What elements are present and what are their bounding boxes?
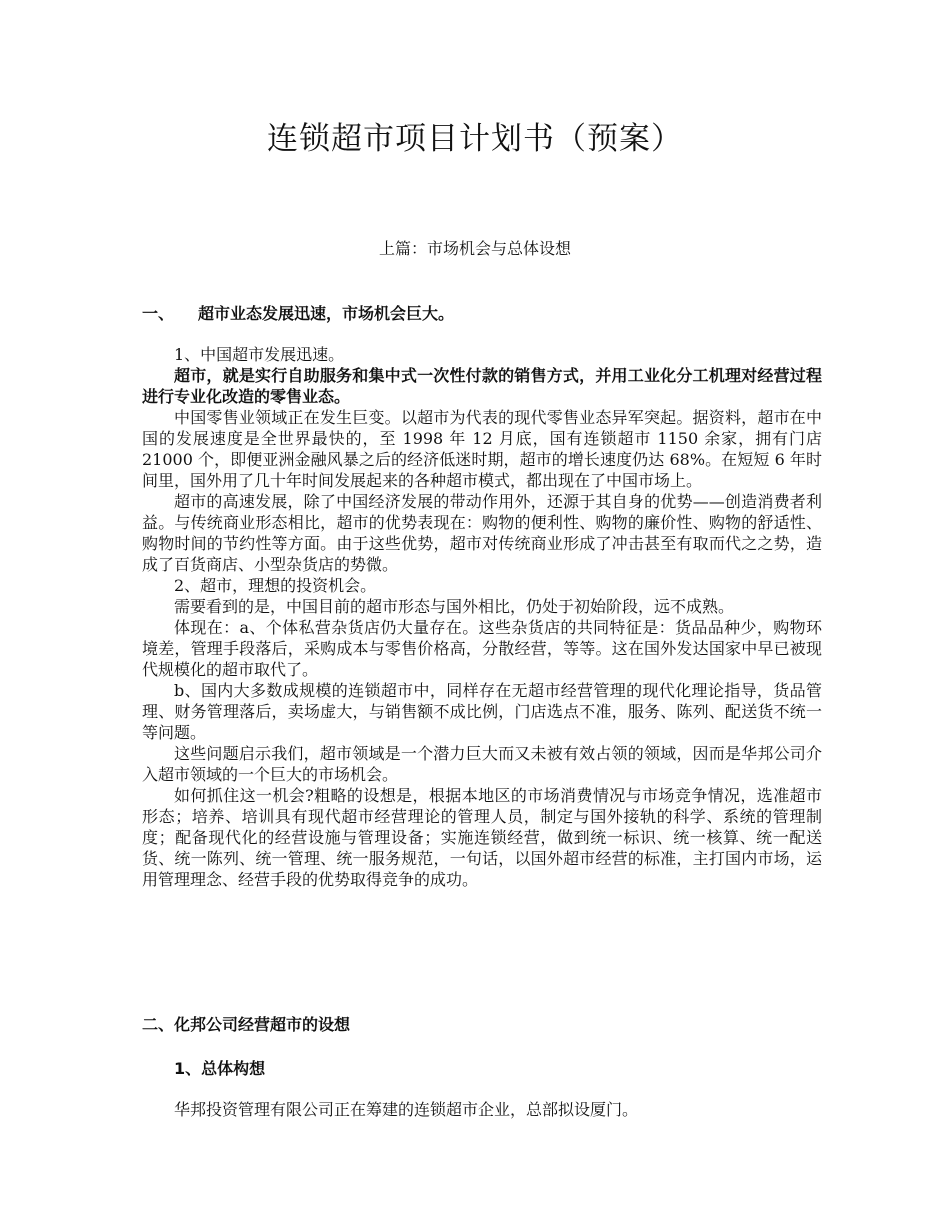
paragraph-definition: 超市，就是实行自助服务和集中式一次性付款的销售方式，并用工业化分工机理对经营过程进行专业化改造的零售业态。 [142,366,822,406]
section-2-paragraph: 华邦投资管理有限公司正在筹建的连锁超市企业，总部拟设厦门。 [174,1100,639,1119]
paragraph: 如何抓住这一机会?粗略的设想是，根据本地区的市场消费情况与市场竞争情况，选准超市形态；培养、培训具有现代超市经营理论的管理人员，制定与国外接轨的科学、系统的管理制度；配备现代化的经营设施与管理设备；实施连锁经营，做到统一标识、统一核算、统一配送货、统一陈列、统一管理、统一服务规范，一句话，以国外超市经营的标准，主打国内市场，运用管理理念、经营手段的优势取得竞争的成功。 [142,786,822,889]
paragraph: b、国内大多数成规模的连锁超市中，同样存在无超市经营管理的现代化理论指导，货品管理、财务管理落后，卖场虚大，与销售额不成比例，门店选点不准，服务、陈列、配送货不统一等问题。 [142,681,822,742]
paragraph: 需要看到的是，中国目前的超市形态与国外相比，仍处于初始阶段，远不成熟。 [174,597,735,616]
document-title: 连锁超市项目计划书（预案） [267,121,683,157]
paragraph: 这些问题启示我们，超市领域是一个潜力巨大而又未被有效占领的领域，因而是华邦公司介入超市领域的一个巨大的市场机会。 [142,744,822,784]
section-1-title: 超市业态发展迅速，市场机会巨大。 [198,304,455,323]
section-1-number: 一、 [142,304,175,323]
paragraph: 中国零售业领域正在发生巨变。以超市为代表的现代零售业态异军突起。据资料，超市在中国的发展速度是全世界最快的，至 1998 年 12 月底，国有连锁超市 1150 余家，拥有门店 21000 个，即便亚洲金融风暴之后的经济低迷时期，超市的增长速度仍达 68%。在短短 6 年时间里，国外用了几十年时间发展起来的各种超市模式，都出现在了中国市场上。 [142,408,822,490]
section-2-subheading: 1、总体构想 [174,1059,266,1078]
paragraph: 1、中国超市发展迅速。 [174,345,345,364]
paragraph: 2、超市，理想的投资机会。 [174,576,377,595]
section-2-heading: 二、化邦公司经营超市的设想 [142,1015,351,1034]
document-subtitle: 上篇：市场机会与总体设想 [378,239,571,258]
section-1-heading [142,301,454,324]
paragraph: 体现在：a、个体私营杂货店仍大量存在。这些杂货店的共同特征是：货品品种少，购物环境差，管理手段落后，采购成本与零售价格高，分散经营，等等。这在国外发达国家中早已被现代规模化的超市取代了。 [142,618,822,679]
paragraph: 超市的高速发展，除了中国经济发展的带动作用外，还源于其自身的优势——创造消费者利益。与传统商业形态相比，超市的优势表现在：购物的便利性、购物的廉价性、购物的舒适性、购物时间的节约性等方面。由于这些优势，超市对传统商业形成了冲击甚至有取而代之之势，造成了百货商店、小型杂货店的势微。 [142,492,822,574]
section-1-body [142,344,822,890]
